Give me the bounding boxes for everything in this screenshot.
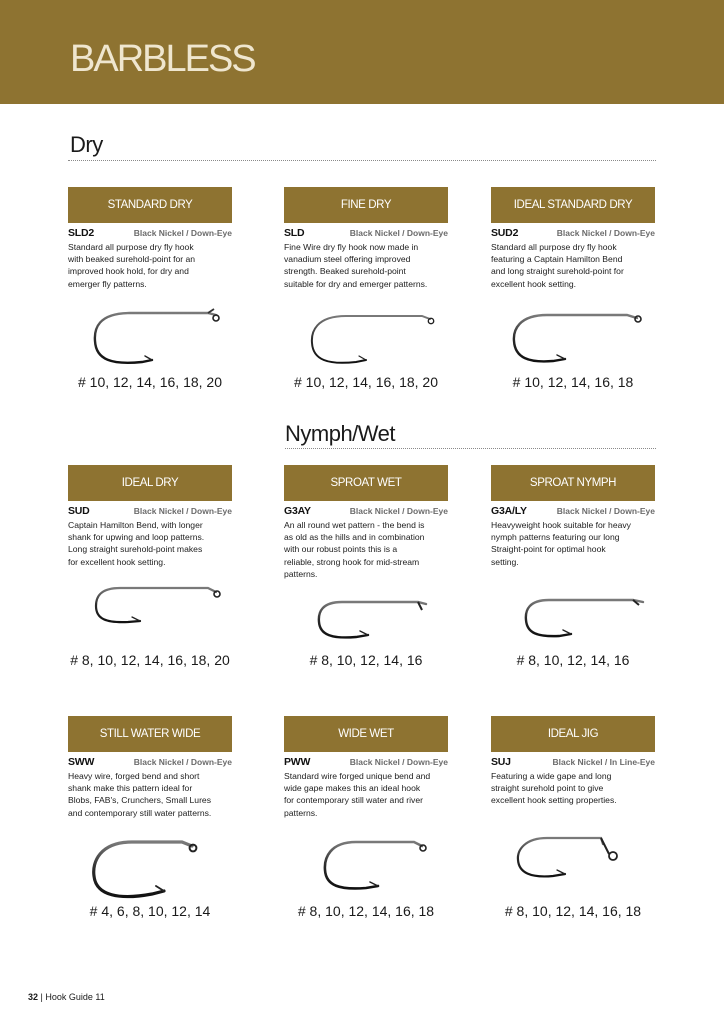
- product-description: Standard all purpose dry fly hook featuring a Captain Hamilton Bend and long straight surehold-point for excellent hook setting.: [491, 242, 624, 289]
- size-range: # 10, 12, 14, 16, 18, 20: [293, 374, 438, 390]
- product-card[interactable]: [284, 465, 448, 695]
- product-finish: Black Nickel / Down-Eye: [349, 228, 448, 238]
- section-divider-dry: [68, 160, 656, 161]
- product-finish: Black Nickel / Down-Eye: [133, 757, 232, 767]
- hook-image: [298, 307, 438, 377]
- product-description: An all round wet pattern - the bend is as old as the hills and in combination with our robust points this is a reliable, strong hook for mid-stream patterns.: [284, 520, 425, 579]
- product-code: SUD2: [491, 227, 519, 239]
- product-code-line: [68, 756, 232, 770]
- product-description: Heavy wire, forged bend and short shank make this pattern ideal for Blobs, FAB's, Crunchers, Small Lures and contemporary still water patterns.: [68, 771, 212, 818]
- product-description: Featuring a wide gape and long straight surehold point to give excellent hook setting properties.: [491, 771, 617, 806]
- product-card[interactable]: [284, 716, 448, 946]
- size-range: # 8, 10, 12, 14, 16: [516, 652, 630, 668]
- product-code: SUD: [68, 505, 90, 517]
- product-code-line: [491, 227, 655, 241]
- product-code: SLD: [284, 227, 305, 239]
- product-code: SUJ: [491, 756, 511, 768]
- size-range: # 8, 10, 12, 14, 16, 18: [504, 903, 642, 919]
- product-description: Heavyweight hook suitable for heavy nymph patterns featuring our long Straight-point for optimal hook setting.: [491, 520, 631, 567]
- product-description: Captain Hamilton Bend, with longer shank for upwing and loop patterns. Long straight surehold-point makes for excellent hook setting.: [68, 520, 205, 567]
- product-name: IDEAL DRY: [68, 465, 232, 501]
- product-code: G3A/LY: [491, 505, 527, 517]
- product-finish: Black Nickel / Down-Eye: [133, 506, 232, 516]
- product-code-line: [284, 756, 448, 770]
- hook-image: [298, 590, 438, 660]
- product-finish: Black Nickel / Down-Eye: [133, 228, 232, 238]
- section-divider-nymph-wet: [285, 448, 656, 449]
- product-card[interactable]: [491, 716, 655, 946]
- product-finish: Black Nickel / In Line-Eye: [552, 757, 655, 767]
- page-footer: [28, 992, 105, 1002]
- header-banner: [0, 0, 724, 104]
- product-code-line: [68, 505, 232, 519]
- product-card[interactable]: [68, 465, 232, 695]
- product-code: SLD2: [68, 227, 95, 239]
- product-code: SWW: [68, 756, 95, 768]
- product-name: STILL WATER WIDE: [68, 716, 232, 752]
- size-range: # 4, 6, 8, 10, 12, 14: [89, 903, 211, 919]
- hook-image: [505, 830, 645, 900]
- product-card[interactable]: [68, 716, 232, 946]
- page-number: 32: [28, 992, 39, 1002]
- size-range: # 8, 10, 12, 14, 16, 18, 20: [70, 652, 230, 668]
- product-name: SPROAT NYMPH: [491, 465, 655, 501]
- size-range: # 10, 12, 14, 16, 18: [512, 374, 634, 390]
- product-description: Fine Wire dry fly hook now made in vanadium steel offering improved strength. Beaked surehold-point suitable for dry and emerger patterns.: [284, 242, 428, 289]
- product-name: WIDE WET: [284, 716, 448, 752]
- size-range: # 8, 10, 12, 14, 16, 18: [297, 903, 435, 919]
- guide-title: Hook Guide 11: [45, 992, 105, 1002]
- product-card[interactable]: [68, 187, 232, 417]
- product-finish: Black Nickel / Down-Eye: [349, 506, 448, 516]
- product-card[interactable]: [491, 465, 655, 695]
- product-name: FINE DRY: [284, 187, 448, 223]
- page-title: BARBLESS: [70, 38, 255, 80]
- product-finish: Black Nickel / Down-Eye: [556, 228, 655, 238]
- product-card[interactable]: [284, 187, 448, 417]
- footer-separator: |: [40, 992, 43, 1002]
- hook-image: [505, 305, 645, 375]
- product-code: G3AY: [284, 505, 311, 517]
- hook-image: [298, 834, 438, 904]
- product-name: IDEAL STANDARD DRY: [491, 187, 655, 223]
- product-name: IDEAL JIG: [491, 716, 655, 752]
- section-heading-dry: Dry: [70, 132, 103, 157]
- product-finish: Black Nickel / Down-Eye: [556, 506, 655, 516]
- product-code-line: [284, 505, 448, 519]
- product-code-line: [68, 227, 232, 241]
- product-finish: Black Nickel / Down-Eye: [349, 757, 448, 767]
- product-name: STANDARD DRY: [68, 187, 232, 223]
- product-code-line: [491, 505, 655, 519]
- hook-image: [82, 305, 222, 375]
- section-heading-nymph-wet: Nymph/Wet: [285, 421, 396, 446]
- hook-image: [82, 577, 222, 647]
- product-name: SPROAT WET: [284, 465, 448, 501]
- product-code-line: [491, 756, 655, 770]
- product-code: PWW: [284, 756, 311, 768]
- product-card[interactable]: [491, 187, 655, 417]
- product-description: Standard wire forged unique bend and wide gape makes this an ideal hook for contemporary still water and river patterns.: [284, 771, 431, 818]
- product-code-line: [284, 227, 448, 241]
- product-description: Standard all purpose dry fly hook with beaked surehold-point for an improved hook hold, for dry and emerger fly patterns.: [68, 242, 196, 289]
- size-range: # 8, 10, 12, 14, 16: [309, 652, 423, 668]
- hook-image: [505, 590, 645, 660]
- size-range: # 10, 12, 14, 16, 18, 20: [77, 374, 222, 390]
- hook-image: [82, 834, 222, 904]
